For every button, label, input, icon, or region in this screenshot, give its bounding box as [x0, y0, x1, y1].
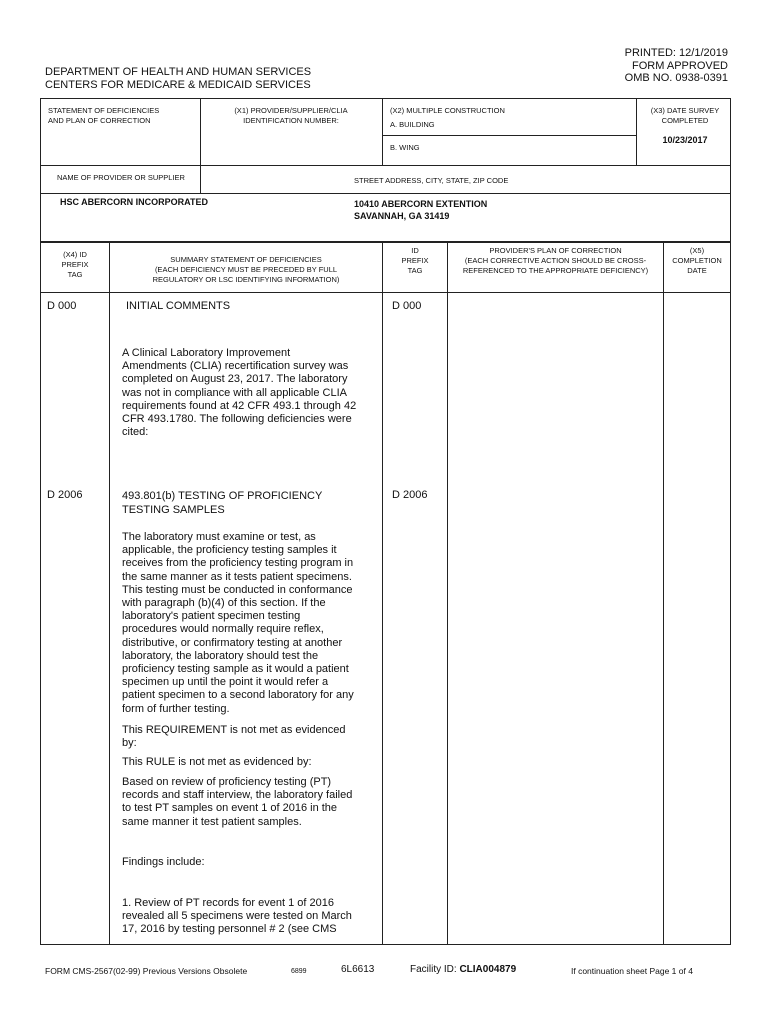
continuation-note: If continuation sheet Page 1 of 4: [571, 966, 693, 976]
event-id: 6L6613: [341, 964, 375, 975]
paragraph: Based on review of proficiency testing (PT) records and staff interview, the laboratory failed to test PT samples on event 1 of 2016 in the same manner it test patient samples.: [122, 776, 353, 828]
plan-header: PROVIDER'S PLAN OF CORRECTION (EACH CORRECTIVE ACTION SHOULD BE CROSS- REFERENCED TO THE APPROPRIATE DEFICIENCY): [462, 246, 649, 275]
survey-date: 10/23/2017: [662, 135, 708, 145]
form-number: FORM CMS-2567(02-99) Previous Versions Obsolete: [45, 966, 248, 976]
prefix-tag: D 2006: [47, 489, 83, 501]
id-prefix-tag: D 000: [392, 300, 422, 312]
paragraph: Findings include:: [122, 856, 205, 868]
paragraph: This REQUIREMENT is not met as evidenced by:: [122, 724, 346, 750]
x2-building: A. BUILDING: [390, 120, 435, 129]
x2-label: (X2) MULTIPLE CONSTRUCTION: [390, 106, 505, 115]
paragraph: The laboratory must examine or test, as applicable, the proficiency testing samples it receives from the proficiency testing program in the same manner as it tests patient specimens. This testing must be conducted in conformance with paragraph (b)(4) of this section. If the laboratory's patient specimen testing procedures would normally require reflex, distributive, or confirmatory testing at another laboratory, the laboratory should test the proficiency testing sample as it would a patient specimen up until the point it would refer a patient specimen to a second laboratory for any form of further testing.: [122, 531, 354, 715]
paragraph: This RULE is not met as evidenced by:: [122, 756, 312, 768]
form-header-right: [625, 47, 728, 85]
provider-name: HSC ABERCORN INCORPORATED: [60, 197, 209, 207]
printed-date: PRINTED: 12/1/2019: [624, 47, 728, 59]
provider-name-label: NAME OF PROVIDER OR SUPPLIER: [57, 173, 185, 182]
x5-header: (X5) COMPLETION DATE: [672, 246, 722, 275]
prefix-tag: D 000: [47, 300, 77, 312]
x4-header: (X4) ID PREFIX TAG: [61, 250, 89, 279]
statement-label: STATEMENT OF DEFICIENCIES AND PLAN OF CORRECTION: [48, 106, 160, 125]
x1-label: (X1) PROVIDER/SUPPLIER/CLIA IDENTIFICATION NUMBER:: [234, 106, 348, 125]
section-title: 493.801(b) TESTING OF PROFICIENCY TESTING SAMPLES: [122, 490, 323, 516]
department-header: [45, 66, 311, 92]
facility-id: Facility ID: CLIA004879: [410, 964, 517, 975]
department-line2: CENTERS FOR MEDICARE & MEDICAID SERVICES: [45, 79, 311, 91]
provider-address: 10410 ABERCORN EXTENTION SAVANNAH, GA 31419: [354, 199, 488, 221]
address-label: STREET ADDRESS, CITY, STATE, ZIP CODE: [354, 176, 509, 185]
form-approved: FORM APPROVED: [632, 59, 728, 72]
x2-wing: B. WING: [390, 143, 420, 152]
x3-label: (X3) DATE SURVEY COMPLETED: [650, 106, 720, 125]
section-title: INITIAL COMMENTS: [126, 300, 231, 312]
department-line1: DEPARTMENT OF HEALTH AND HUMAN SERVICES: [45, 66, 312, 78]
id-prefix-header: ID PREFIX TAG: [401, 246, 429, 275]
footer-code: 6899: [291, 968, 307, 975]
paragraph: A Clinical Laboratory Improvement Amendments (CLIA) recertification survey was completed on August 23, 2017. The laboratory was not in compliance with all applicable CLIA requirements found at 42 CFR 493.1 through 42 CFR 493.1780. The following deficiencies were cited:: [122, 347, 357, 439]
omb-number: OMB NO. 0938-0391: [624, 72, 728, 84]
paragraph: 1. Review of PT records for event 1 of 2016 revealed all 5 specimens were tested on March 17, 2016 by testing personnel # 2 (see CMS: [122, 897, 352, 936]
id-prefix-tag: D 2006: [392, 489, 428, 501]
summary-header: SUMMARY STATEMENT OF DEFICIENCIES (EACH DEFICIENCY MUST BE PRECEDED BY FULL REGULATORY OR LSC IDENTIFYING INFORMATION): [152, 255, 340, 284]
